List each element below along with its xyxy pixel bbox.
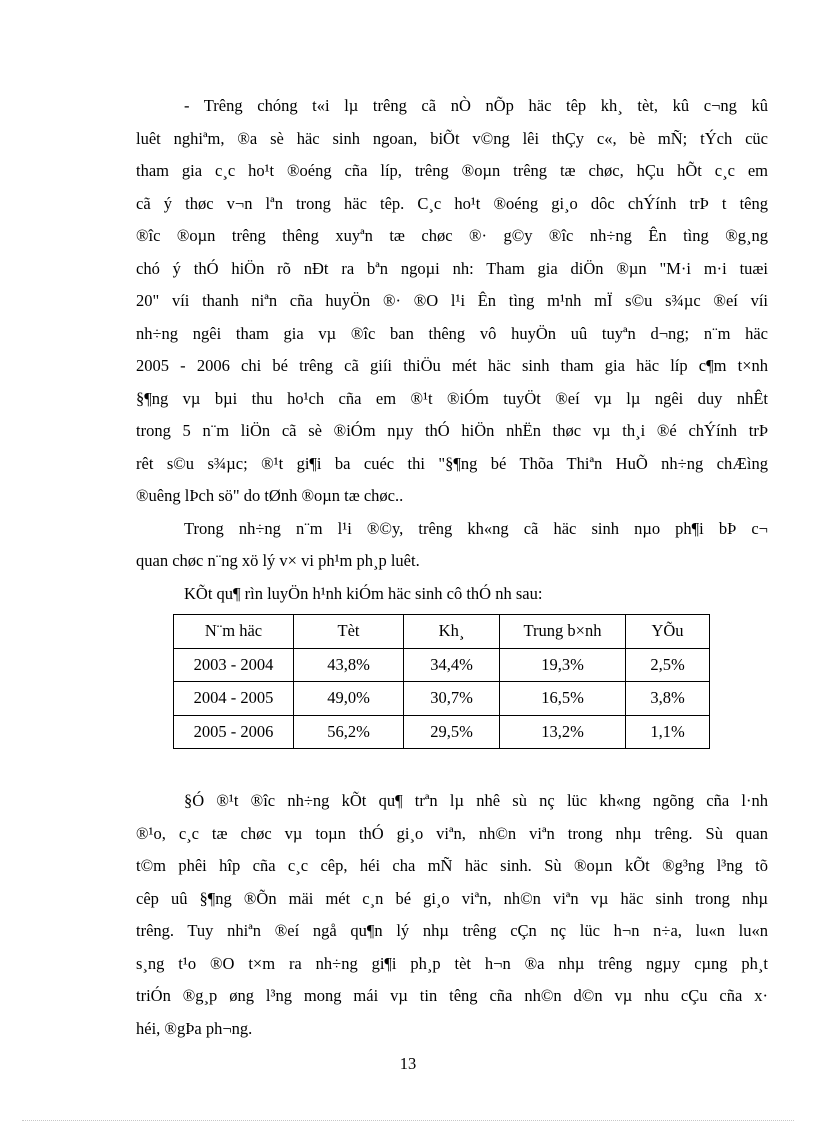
table-header-row xyxy=(174,615,710,649)
text-line: trong 5 n¨m liÖn cã sè ®iÓm nµy thÓ hiÖn nhËn thøc vµ th¸i ®é chÝính trÞ xyxy=(136,421,768,440)
page-bottom-divider xyxy=(22,1120,794,1121)
paragraph-1 xyxy=(136,90,768,513)
text-line: cêp uû §¶ng ®Õn mäi mét c¸n bé gi¸o viªn, nh©n viªn vµ häc sinh trong nhµ xyxy=(136,888,768,908)
paragraph-2 xyxy=(136,513,768,578)
table-cell: 29,5% xyxy=(404,715,500,749)
text-line: rêt s©u s¾µc; ®¹t gi¶i ba cuéc thi "§¶ng bé Thõa Thiªn HuÕ nh÷ng chÆìng xyxy=(136,453,768,473)
table-cell: 3,8% xyxy=(626,682,710,716)
table-cell: 13,2% xyxy=(500,715,626,749)
text-line: cã ý thøc v¬n lªn trong häc têp. C¸c ho¹t ®oéng gi¸o dôc chÝính trÞ t têng xyxy=(136,193,768,213)
text-line: ®uêng lÞch sö" do tØnh ®oµn tæ chøc.. xyxy=(136,486,404,505)
table-cell: 2003 - 2004 xyxy=(174,648,294,682)
table-cell: 49,0% xyxy=(294,682,404,716)
document-body xyxy=(136,90,768,1045)
table-header-cell: Kh¸ xyxy=(404,615,500,649)
table-cell: 43,8% xyxy=(294,648,404,682)
text-line: t©m phêi hîp cña c¸c cêp, héi cha mÑ häc sinh. Sù ®oµn kÕt ®g³ng l³ng tõ xyxy=(136,856,768,875)
text-line: §Ó ®¹t ®îc nh÷ng kÕt qu¶ trªn lµ nhê sù nç lüc kh«ng ngõng cña l·nh xyxy=(184,791,768,810)
text-line: héi, ®gÞa ph¬ng. xyxy=(136,1018,253,1038)
table-header-cell: Tèt xyxy=(294,615,404,649)
table-cell: 1,1% xyxy=(626,715,710,749)
text-line: - Trêng chóng t«i lµ trêng cã nÒ nÕp häc têp kh¸ tèt, kû c¬ng kû xyxy=(184,96,768,115)
text-line: nh÷ng ngêi tham gia vµ ®îc ban thêng vô huyÖn uû tuyªn d¬ng; n¨m häc xyxy=(136,323,768,343)
text-line: §¶ng vµ bµi thu ho¹ch cña em ®¹t ®iÓm tuyÖt ®eí vµ lµ ngêi duy nhÊt xyxy=(136,388,768,408)
conduct-results-table xyxy=(173,614,710,749)
table-cell: 34,4% xyxy=(404,648,500,682)
table-cell: 2,5% xyxy=(626,648,710,682)
table-row xyxy=(174,715,710,749)
table-cell: 2005 - 2006 xyxy=(174,715,294,749)
table-row xyxy=(174,648,710,682)
table-cell: 16,5% xyxy=(500,682,626,716)
text-line: tham gia c¸c ho¹t ®oéng cña líp, trêng ®oµn trêng tæ chøc, hÇu hÕt c¸c em xyxy=(136,161,768,180)
table-header-cell: Trung b×nh xyxy=(500,615,626,649)
paragraph-4 xyxy=(136,785,768,1045)
table-cell: 30,7% xyxy=(404,682,500,716)
text-line: 20" víi thanh niªn cña huyÖn ®· ®O l¹i Ên tìng m¹nh mÏ s©u s¾µc ®eí víi xyxy=(136,291,768,310)
page-number: 13 xyxy=(399,1054,417,1073)
table-header-cell: N¨m häc xyxy=(174,615,294,649)
table-row xyxy=(174,682,710,716)
text-line: Trong nh÷ng n¨m l¹i ®©y, trêng kh«ng cã häc sinh nµo ph¶i bÞ c¬ xyxy=(184,518,768,538)
text-line: quan chøc n¨ng xö lý v× vi ph¹m ph¸p luêt. xyxy=(136,551,420,570)
text-line: chó ý thÓ hiÖn rõ nÐt ra bªn ngoµi nh: Tham gia diÖn ®µn "M·i m·i tuæi xyxy=(136,258,768,278)
text-line: ®îc ®oµn trêng thêng xuyªn tæ chøc ®· g©y ®îc nh÷ng Ên tìng ®g¸ng xyxy=(136,226,768,245)
text-line: 2005 - 2006 chi bé trêng cã giíi thiÖu mét häc sinh tham gia häc líp c¶m t×nh xyxy=(136,356,768,375)
table-cell: 56,2% xyxy=(294,715,404,749)
text-line: luêt nghiªm, ®a sè häc sinh ngoan, biÕt v©ng lêi thÇy c«, bè mÑ; tÝch cüc xyxy=(136,128,768,148)
text-line: KÕt qu¶ rìn luyÖn h¹nh kiÓm häc sinh cô thÓ nh sau: xyxy=(184,583,543,603)
text-line: ®¹o, c¸c tæ chøc vµ toµn thÓ gi¸o viªn, nh©n viªn trong nhµ trêng. Sù quan xyxy=(136,823,768,843)
text-line: triÓn ®g¸p øng l³ng mong mái vµ tin têng cña nh©n d©n vµ nhu cÇu cña x· xyxy=(136,986,768,1005)
table-header-cell: YÕu xyxy=(626,615,710,649)
text-line: s¸ng t¹o ®O t×m ra nh÷ng gi¶i ph¸p tèt h¬n ®a nhµ trêng ngµy cµng ph¸t xyxy=(136,953,768,973)
table-cell: 19,3% xyxy=(500,648,626,682)
table-cell: 2004 - 2005 xyxy=(174,682,294,716)
text-line: trêng. Tuy nhiªn ®eí ngå qu¶n lý nhµ trêng cÇn nç lüc h¬n n÷a, lu«n lu«n xyxy=(136,921,768,940)
paragraph-3 xyxy=(136,578,768,611)
